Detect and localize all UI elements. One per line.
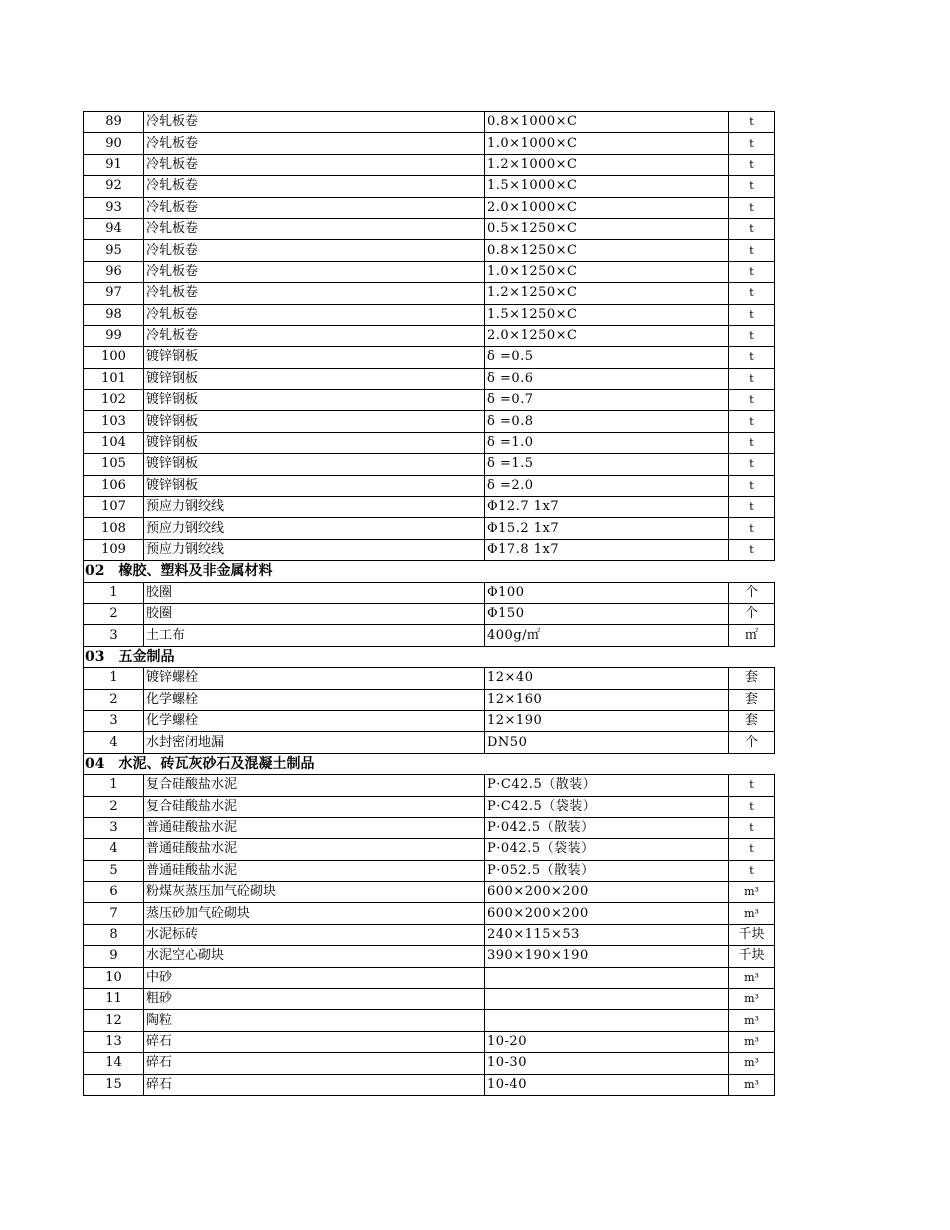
material-name: 胶圈 — [144, 582, 485, 603]
material-spec: P·C42.5（袋装） — [485, 796, 729, 817]
material-unit: m³ — [729, 1031, 775, 1052]
section-code: 03 — [85, 648, 105, 665]
row-number: 5 — [84, 860, 144, 881]
material-unit: t — [729, 197, 775, 218]
table-row — [84, 325, 775, 346]
material-spec: 10-20 — [485, 1031, 729, 1052]
material-name: 化学螺栓 — [144, 689, 485, 710]
table-row — [84, 839, 775, 860]
material-name: 普通硅酸盐水泥 — [144, 860, 485, 881]
table-row — [84, 283, 775, 304]
material-spec: P·042.5（袋装） — [485, 839, 729, 860]
material-unit: t — [729, 454, 775, 475]
table-row — [84, 197, 775, 218]
table-row — [84, 1031, 775, 1052]
row-number: 93 — [84, 197, 144, 218]
material-unit: t — [729, 817, 775, 838]
material-name: 镀锌钢板 — [144, 475, 485, 496]
table-row — [84, 240, 775, 261]
material-spec: δ =2.0 — [485, 475, 729, 496]
row-number: 108 — [84, 518, 144, 539]
material-unit: t — [729, 390, 775, 411]
material-name: 冷轧板卷 — [144, 176, 485, 197]
row-number: 106 — [84, 475, 144, 496]
material-unit: 个 — [729, 582, 775, 603]
material-spec: 1.2×1250×C — [485, 283, 729, 304]
row-number: 4 — [84, 732, 144, 753]
row-number: 4 — [84, 839, 144, 860]
material-unit: t — [729, 283, 775, 304]
material-spec — [485, 989, 729, 1010]
row-number: 15 — [84, 1074, 144, 1095]
row-number: 3 — [84, 625, 144, 646]
table-row — [84, 176, 775, 197]
material-unit: t — [729, 839, 775, 860]
material-unit: m³ — [729, 882, 775, 903]
material-name: 中砂 — [144, 967, 485, 988]
material-unit: 个 — [729, 603, 775, 624]
material-name: 预应力钢绞线 — [144, 518, 485, 539]
table-row — [84, 390, 775, 411]
material-name: 水泥空心砌块 — [144, 946, 485, 967]
section-name: 橡胶、塑料及非金属材料 — [118, 563, 273, 580]
material-name: 粗砂 — [144, 989, 485, 1010]
material-name: 冷轧板卷 — [144, 218, 485, 239]
material-name: 镀锌钢板 — [144, 411, 485, 432]
material-unit: t — [729, 304, 775, 325]
material-name: 复合硅酸盐水泥 — [144, 796, 485, 817]
table-row — [84, 112, 775, 133]
table-row — [84, 1053, 775, 1074]
material-spec: 1.5×1000×C — [485, 176, 729, 197]
row-number: 3 — [84, 817, 144, 838]
material-unit: m³ — [729, 1053, 775, 1074]
material-unit: 千块 — [729, 924, 775, 945]
material-unit: t — [729, 347, 775, 368]
row-number: 102 — [84, 390, 144, 411]
material-name: 粉煤灰蒸压加气砼砌块 — [144, 882, 485, 903]
section-title — [84, 753, 775, 774]
material-spec — [485, 1010, 729, 1031]
table-row — [84, 967, 775, 988]
material-unit: t — [729, 432, 775, 453]
material-name: 预应力钢绞线 — [144, 497, 485, 518]
material-spec: 2.0×1000×C — [485, 197, 729, 218]
material-unit: m³ — [729, 903, 775, 924]
material-name: 冷轧板卷 — [144, 197, 485, 218]
material-unit: t — [729, 218, 775, 239]
table-row — [84, 882, 775, 903]
table-row — [84, 1010, 775, 1031]
table-body — [84, 112, 775, 1096]
material-name: 普通硅酸盐水泥 — [144, 839, 485, 860]
material-spec: δ =0.6 — [485, 368, 729, 389]
material-spec: P·C42.5（散装） — [485, 775, 729, 796]
material-spec: 2.0×1250×C — [485, 325, 729, 346]
material-unit: t — [729, 154, 775, 175]
table-row — [84, 454, 775, 475]
table-row — [84, 133, 775, 154]
material-spec: δ =1.0 — [485, 432, 729, 453]
row-number: 109 — [84, 539, 144, 560]
material-spec: 400g/㎡ — [485, 625, 729, 646]
table-row — [84, 518, 775, 539]
material-spec: DN50 — [485, 732, 729, 753]
material-name: 化学螺栓 — [144, 710, 485, 731]
material-name: 冷轧板卷 — [144, 133, 485, 154]
row-number: 3 — [84, 710, 144, 731]
material-name: 冷轧板卷 — [144, 283, 485, 304]
table-row — [84, 582, 775, 603]
section-code: 04 — [85, 755, 105, 772]
section-header — [84, 561, 775, 582]
material-spec: 12×160 — [485, 689, 729, 710]
section-title — [84, 561, 775, 582]
material-unit: t — [729, 411, 775, 432]
material-spec: Φ15.2 1x7 — [485, 518, 729, 539]
table-row — [84, 347, 775, 368]
row-number: 6 — [84, 882, 144, 903]
table-row — [84, 924, 775, 945]
table-row — [84, 625, 775, 646]
row-number: 96 — [84, 261, 144, 282]
material-unit: ㎡ — [729, 625, 775, 646]
material-spec: 0.8×1000×C — [485, 112, 729, 133]
table-row — [84, 603, 775, 624]
material-unit: t — [729, 796, 775, 817]
material-spec: 600×200×200 — [485, 903, 729, 924]
material-unit: t — [729, 176, 775, 197]
material-unit: m³ — [729, 989, 775, 1010]
material-name: 碎石 — [144, 1031, 485, 1052]
material-unit: t — [729, 325, 775, 346]
material-unit: t — [729, 240, 775, 261]
material-unit: m³ — [729, 1074, 775, 1095]
material-name: 冷轧板卷 — [144, 261, 485, 282]
material-name: 碎石 — [144, 1053, 485, 1074]
material-name: 镀锌钢板 — [144, 368, 485, 389]
material-spec: 1.0×1250×C — [485, 261, 729, 282]
table-row — [84, 432, 775, 453]
material-spec: δ =0.7 — [485, 390, 729, 411]
section-header — [84, 753, 775, 774]
table-row — [84, 732, 775, 753]
row-number: 105 — [84, 454, 144, 475]
material-spec: 12×190 — [485, 710, 729, 731]
table-row — [84, 497, 775, 518]
row-number: 8 — [84, 924, 144, 945]
table-row — [84, 475, 775, 496]
table-row — [84, 539, 775, 560]
material-name: 水泥标砖 — [144, 924, 485, 945]
table-row — [84, 817, 775, 838]
material-spec: δ =0.5 — [485, 347, 729, 368]
table-row — [84, 710, 775, 731]
material-name: 镀锌钢板 — [144, 347, 485, 368]
material-name: 冷轧板卷 — [144, 154, 485, 175]
table-row — [84, 668, 775, 689]
row-number: 11 — [84, 989, 144, 1010]
row-number: 107 — [84, 497, 144, 518]
row-number: 13 — [84, 1031, 144, 1052]
row-number: 104 — [84, 432, 144, 453]
section-title — [84, 646, 775, 667]
section-name: 五金制品 — [118, 648, 175, 665]
table-row — [84, 368, 775, 389]
row-number: 7 — [84, 903, 144, 924]
material-spec: Φ17.8 1x7 — [485, 539, 729, 560]
material-name: 镀锌钢板 — [144, 454, 485, 475]
material-unit: m³ — [729, 967, 775, 988]
row-number: 95 — [84, 240, 144, 261]
material-unit: t — [729, 261, 775, 282]
row-number: 99 — [84, 325, 144, 346]
table-row — [84, 775, 775, 796]
material-unit: m³ — [729, 1010, 775, 1031]
table-row — [84, 796, 775, 817]
material-spec: 1.0×1000×C — [485, 133, 729, 154]
row-number: 14 — [84, 1053, 144, 1074]
material-spec: Φ12.7 1x7 — [485, 497, 729, 518]
table-row — [84, 261, 775, 282]
table-row — [84, 1074, 775, 1095]
material-name: 复合硅酸盐水泥 — [144, 775, 485, 796]
row-number: 1 — [84, 775, 144, 796]
material-name: 碎石 — [144, 1074, 485, 1095]
material-spec: 10-30 — [485, 1053, 729, 1074]
material-spec: 0.5×1250×C — [485, 218, 729, 239]
table-row — [84, 860, 775, 881]
material-name: 预应力钢绞线 — [144, 539, 485, 560]
section-header — [84, 646, 775, 667]
row-number: 100 — [84, 347, 144, 368]
material-spec: 1.5×1250×C — [485, 304, 729, 325]
row-number: 12 — [84, 1010, 144, 1031]
material-spec: 10-40 — [485, 1074, 729, 1095]
material-unit: 套 — [729, 689, 775, 710]
section-code: 02 — [85, 563, 105, 580]
material-spec: 240×115×53 — [485, 924, 729, 945]
row-number: 89 — [84, 112, 144, 133]
material-unit: 个 — [729, 732, 775, 753]
material-spec: P·052.5（散装） — [485, 860, 729, 881]
material-unit: 千块 — [729, 946, 775, 967]
row-number: 2 — [84, 796, 144, 817]
row-number: 90 — [84, 133, 144, 154]
material-name: 蒸压砂加气砼砌块 — [144, 903, 485, 924]
row-number: 1 — [84, 668, 144, 689]
material-price-table — [83, 111, 775, 1096]
row-number: 2 — [84, 603, 144, 624]
material-spec: 390×190×190 — [485, 946, 729, 967]
material-unit: t — [729, 860, 775, 881]
row-number: 92 — [84, 176, 144, 197]
row-number: 91 — [84, 154, 144, 175]
material-spec: Φ150 — [485, 603, 729, 624]
row-number: 98 — [84, 304, 144, 325]
material-name: 冷轧板卷 — [144, 325, 485, 346]
table-row — [84, 304, 775, 325]
material-unit: t — [729, 133, 775, 154]
material-name: 镀锌钢板 — [144, 432, 485, 453]
table-row — [84, 218, 775, 239]
material-unit: t — [729, 475, 775, 496]
row-number: 2 — [84, 689, 144, 710]
material-name: 冷轧板卷 — [144, 112, 485, 133]
row-number: 1 — [84, 582, 144, 603]
section-name: 水泥、砖瓦灰砂石及混凝土制品 — [118, 755, 315, 772]
material-spec — [485, 967, 729, 988]
material-spec: 600×200×200 — [485, 882, 729, 903]
material-unit: t — [729, 775, 775, 796]
material-unit: t — [729, 539, 775, 560]
material-spec: Φ100 — [485, 582, 729, 603]
material-spec: δ =0.8 — [485, 411, 729, 432]
material-spec: 0.8×1250×C — [485, 240, 729, 261]
material-name: 水封密闭地漏 — [144, 732, 485, 753]
material-unit: t — [729, 368, 775, 389]
table-row — [84, 689, 775, 710]
row-number: 97 — [84, 283, 144, 304]
material-unit: 套 — [729, 710, 775, 731]
material-spec: P·042.5（散装） — [485, 817, 729, 838]
material-unit: 套 — [729, 668, 775, 689]
material-name: 镀锌螺栓 — [144, 668, 485, 689]
table-row — [84, 154, 775, 175]
material-name: 冷轧板卷 — [144, 240, 485, 261]
material-unit: t — [729, 518, 775, 539]
row-number: 103 — [84, 411, 144, 432]
material-name: 陶粒 — [144, 1010, 485, 1031]
table-row — [84, 989, 775, 1010]
material-name: 镀锌钢板 — [144, 390, 485, 411]
material-spec: 1.2×1000×C — [485, 154, 729, 175]
material-name: 胶圈 — [144, 603, 485, 624]
table-row — [84, 946, 775, 967]
material-name: 土工布 — [144, 625, 485, 646]
material-unit: t — [729, 112, 775, 133]
table-row — [84, 411, 775, 432]
table-row — [84, 903, 775, 924]
row-number: 94 — [84, 218, 144, 239]
row-number: 9 — [84, 946, 144, 967]
row-number: 10 — [84, 967, 144, 988]
material-name: 冷轧板卷 — [144, 304, 485, 325]
row-number: 101 — [84, 368, 144, 389]
material-spec: 12×40 — [485, 668, 729, 689]
material-spec: δ =1.5 — [485, 454, 729, 475]
material-name: 普通硅酸盐水泥 — [144, 817, 485, 838]
material-unit: t — [729, 497, 775, 518]
